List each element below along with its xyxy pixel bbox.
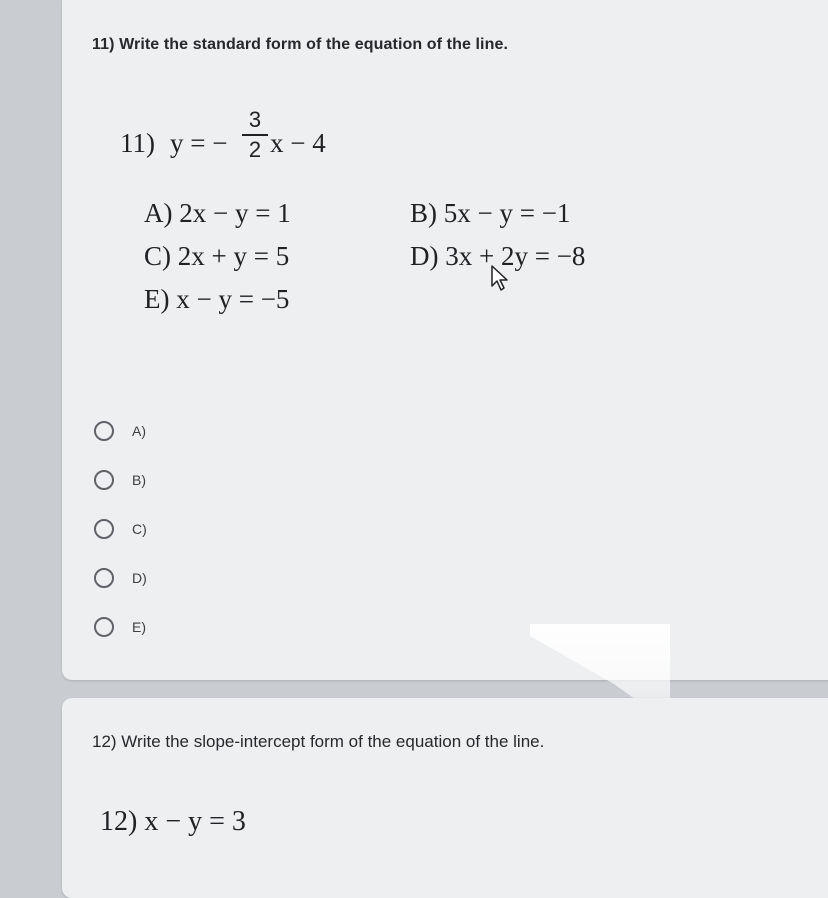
fraction-numerator: 3 — [248, 107, 262, 132]
equation-partial: 12) x − y = 3 — [100, 806, 246, 837]
equation-number: 11) — [120, 128, 155, 158]
question-title: 11) Write the standard form of the equation of the line. — [92, 36, 509, 53]
equation-rhs: x − 4 — [270, 128, 326, 158]
option-label: E) — [132, 619, 146, 635]
radio-button[interactable] — [94, 470, 114, 490]
choice-a — [144, 198, 291, 229]
option-label: B) — [132, 472, 146, 488]
option-label: C) — [132, 521, 147, 537]
radio-button[interactable] — [94, 617, 114, 637]
choice-e — [144, 284, 289, 315]
mouse-pointer-icon — [490, 264, 512, 292]
equation-lhs: y = − — [170, 128, 228, 158]
choice-expr: x − y = −5 — [176, 284, 290, 314]
choice-letter: B) — [410, 198, 437, 228]
question-card-11 — [62, 0, 828, 680]
choice-expr: 5x − y = −1 — [443, 198, 571, 228]
choice-c — [144, 241, 289, 272]
choice-expr: 3x + 2y = −8 — [445, 241, 586, 271]
choice-expr: 2x + y = 5 — [177, 241, 290, 271]
choice-b — [410, 198, 570, 229]
option-label: D) — [132, 570, 147, 586]
option-label: A) — [132, 423, 146, 439]
radio-button[interactable] — [94, 421, 114, 441]
option-e[interactable] — [94, 612, 146, 642]
choice-letter: A) — [144, 198, 173, 228]
fraction-denominator: 2 — [248, 137, 262, 162]
choice-letter: C) — [144, 241, 171, 271]
option-a[interactable] — [94, 416, 146, 446]
option-d[interactable] — [94, 563, 147, 593]
choice-letter: E) — [144, 284, 170, 314]
radio-button[interactable] — [94, 519, 114, 539]
fraction-bar — [242, 134, 268, 136]
option-c[interactable] — [94, 514, 147, 544]
question-card-12 — [62, 698, 828, 898]
choice-letter: D) — [410, 241, 439, 271]
question-title: 12) Write the slope-intercept form of the equation of the line. — [92, 732, 545, 751]
equation-fraction — [242, 108, 268, 162]
radio-button[interactable] — [94, 568, 114, 588]
option-b[interactable] — [94, 465, 146, 495]
choice-expr: 2x − y = 1 — [179, 198, 291, 228]
